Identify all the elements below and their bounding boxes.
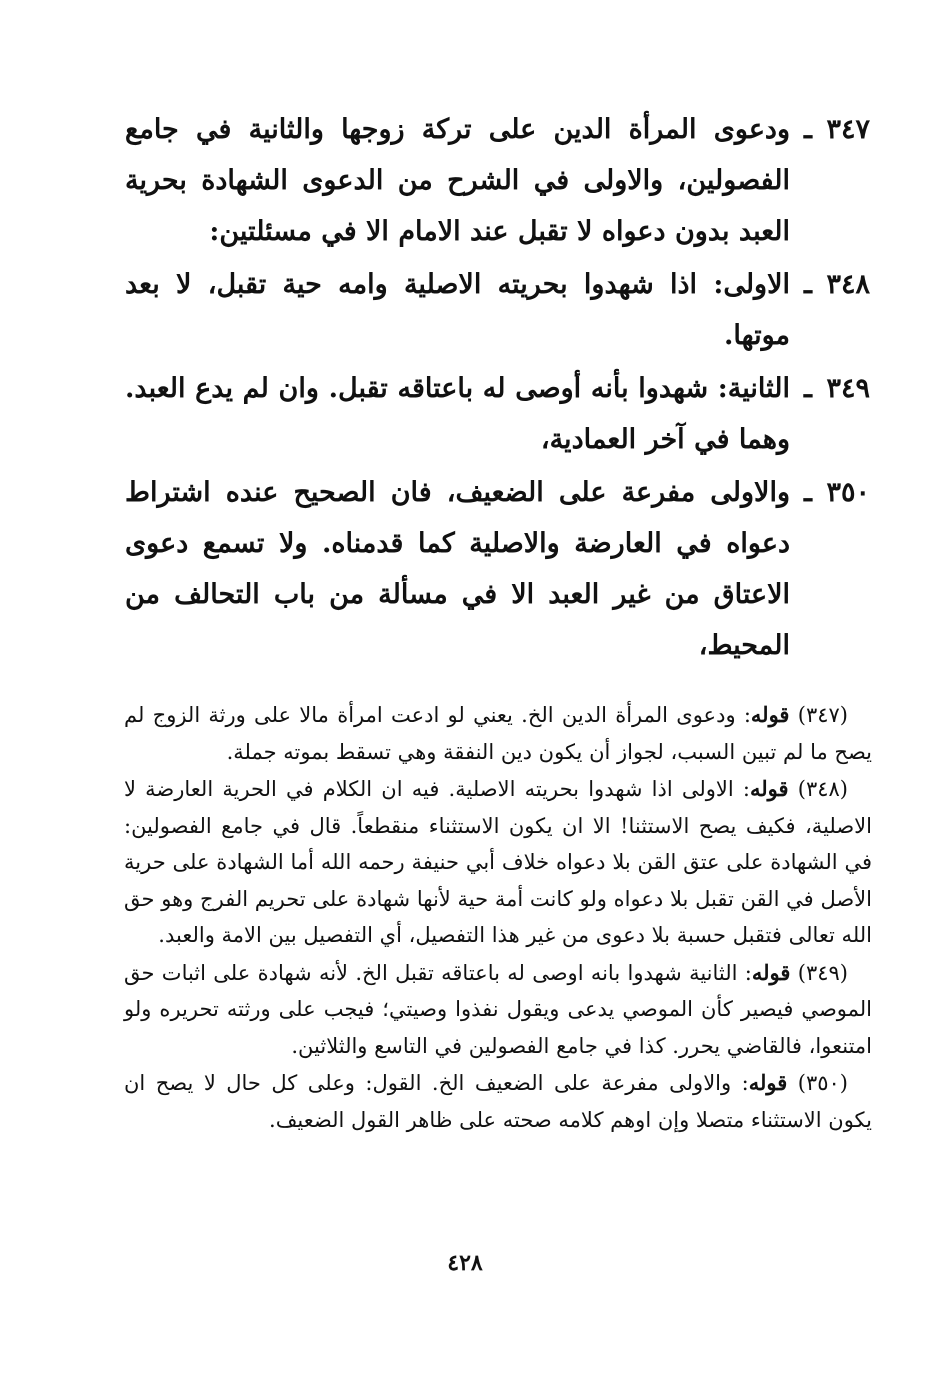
note-text: : والاولى مفرعة على الضعيف الخ. القول: وعلى كل حال لا يصح ان يكون الاستثناء متصلا وإن اوهم كلامه صحته على ظاهر القول الضعيف. [124,1071,872,1132]
note-text: : ودعوى المرأة الدين الخ. يعني لو ادعت امرأة مالا على ورثة الزوج لم يصح ما لم تبين السبب، لجواز أن يكون دين النفقة وهي تسقط بموته جملة. [124,703,872,764]
entry-347 [125,104,870,257]
note-number: (٣٤٧) [797,703,848,727]
entry-dash: ـ [804,114,812,145]
commentary-note-348 [124,771,872,954]
commentary-note-350 [124,1065,872,1138]
commentary-note-349 [124,955,872,1065]
book-page [60,104,870,1344]
note-label: قوله [750,776,789,801]
entry-text: ودعوى المرأة الدين على تركة زوجها والثانية في جامع الفصولين، والاولى في الشرح من الدعوى الشهادة بحرية العبد بدون دعواه لا تقبل عند الامام الا في مسئلتين: [125,114,790,247]
entry-number: ٣٤٩ [826,373,870,404]
note-label: قوله [751,959,791,985]
commentary-note-347 [124,697,872,770]
entry-348 [125,259,870,361]
entry-text: الاولى: اذا شهدوا بحريته الاصلية وامه حية تقبل، لا بعد موتها. [125,269,790,351]
entry-text: والاولى مفرعة على الضعيف، فان الصحيح عنده اشتراط دعواه في العارضة والاصلية كما قدمناه. ولا تسمع دعوى الاعتاق من غير العبد الا في مسألة من باب التحالف من المحيط، [125,477,790,661]
note-text: : الاولى اذا شهدوا بحريته الاصلية. فيه ان الكلام في الحرية العارضة لا الاصلية، فكيف يصح الاستثنا! الا ان يكون الاستثناء منقطعاً. قال في جامع الفصولين: في الشهادة على عتق القن بلا دعواه خلاف أبي حنيفة رحمه الله أما الشهادة على حرية الأصل في القن تقبل بلا دعواه ولو كانت أمة حية لأنها شهادة على تحريم الفرج وهو حق الله تعالى فتقبل حسبة بلا دعوى من غير هذا التفصيل، أي التفصيل بين الامة والعبد. [124,777,872,947]
note-number: (٣٤٩) [797,960,848,985]
entry-dash: ـ [804,269,812,300]
commentary-notes [124,697,872,1138]
entry-number: ٣٤٧ [826,114,870,145]
entry-dash: ـ [804,373,812,404]
main-entries [125,104,870,671]
note-label: قوله [750,702,790,727]
entry-dash: ـ [804,477,812,508]
note-label: قوله [748,1070,788,1095]
entry-350 [125,467,870,671]
entry-number: ٣٤٨ [826,269,870,300]
note-number: (٣٥٠) [797,1071,848,1095]
note-number: (٣٤٨) [797,777,848,801]
note-text: : الثانية شهدوا بانه اوصى له باعتاقه تقبل الخ. لأنه شهادة على اثبات حق الموصي فيصير كأن الموصي يدعى ويقول نفذوا وصيتي؛ فيجب على ورثته تحريره ولو امتنعوا، فالقاضي يحرر. كذا في جامع الفصولين في التاسع والثلاثين. [124,960,872,1058]
entry-349 [125,363,870,465]
entry-text: الثانية: شهدوا بأنه أوصى له باعتاقه تقبل. وان لم يدع العبد. وهما في آخر العمادية، [125,373,790,455]
page-number: ٤٢٨ [447,1250,483,1276]
entry-number: ٣٥٠ [826,477,870,508]
